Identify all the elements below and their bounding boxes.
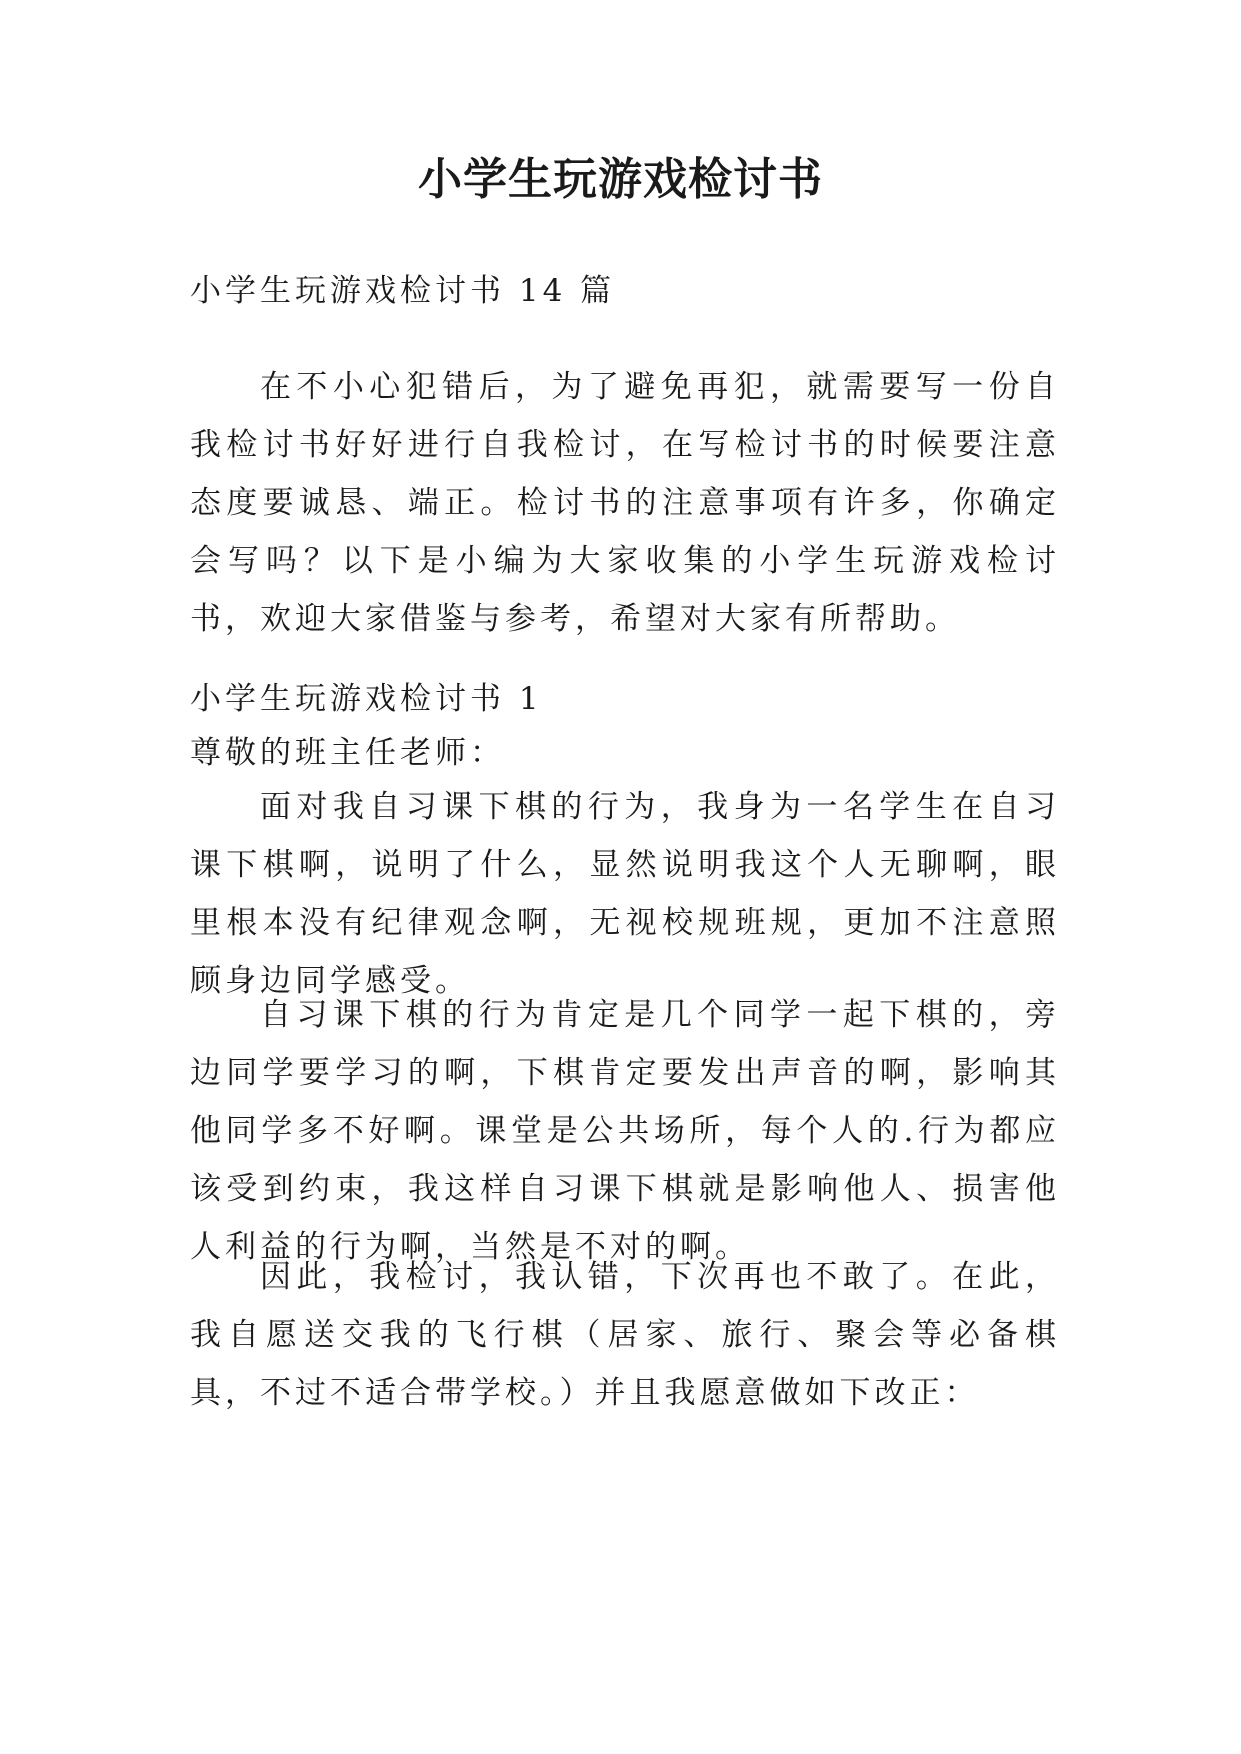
body-paragraph-2: 自习课下棋的行为肯定是几个同学一起下棋的，旁边同学要学习的啊，下棋肯定要发出声音的啊，影响其他同学多不好啊。课堂是公共场所，每个人的.行为都应该受到约束，我这样自习课下棋就是影响他人、损害他人利益的行为啊，当然是不对的啊。 (190, 997, 1060, 1265)
intro-paragraph: 在不小心犯错后，为了避免再犯，就需要写一份自我检讨书好好进行自我检讨，在写检讨书的时候要注意态度要诚恳、端正。检讨书的注意事项有许多，你确定会写吗？以下是小编为大家收集的小学生玩游戏检讨书，欢迎大家借鉴与参考，希望对大家有所帮助。 (190, 369, 1060, 637)
salutation: 尊敬的班主任老师： (190, 735, 505, 771)
document-title: 小学生玩游戏检讨书 (418, 154, 823, 205)
document-subtitle: 小学生玩游戏检讨书 14 篇 (190, 273, 616, 309)
body-paragraph-3: 因此，我检讨，我认错，下次再也不敢了。在此，我自愿送交我的飞行棋（居家、旅行、聚会等必备棋具，不过不适合带学校。）并且我愿意做如下改正： (190, 1259, 1060, 1411)
body-paragraph-1: 面对我自习课下棋的行为，我身为一名学生在自习课下棋啊，说明了什么，显然说明我这个人无聊啊，眼里根本没有纪律观念啊，无视校规班规，更加不注意照顾身边同学感受。 (190, 789, 1060, 999)
section-heading: 小学生玩游戏检讨书 1 (190, 681, 543, 717)
